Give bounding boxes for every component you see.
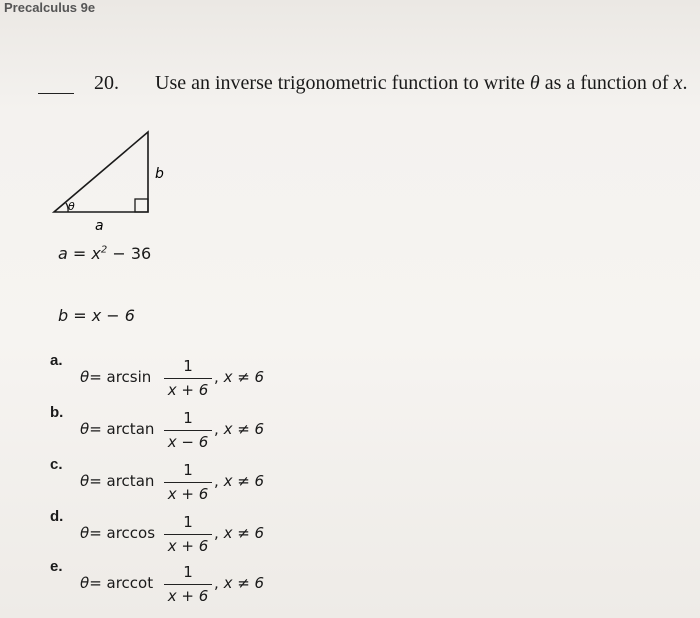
condition-text: x ≠ 6 (223, 574, 265, 592)
choice-formula (80, 352, 280, 404)
choice-formula (80, 508, 280, 560)
condition-separator: , (214, 574, 219, 592)
problem-variable: x (673, 72, 683, 94)
formula-equals: = (89, 524, 107, 542)
choice-letter: d. (50, 508, 64, 525)
problem-text-end: . (682, 72, 688, 94)
problem-statement (155, 72, 687, 95)
condition-text: x ≠ 6 (223, 420, 265, 438)
fraction-bar (164, 534, 212, 535)
right-triangle-figure (40, 118, 180, 238)
fraction-denominator: x + 6 (167, 381, 209, 399)
condition-separator: , (214, 368, 219, 386)
formula-condition (214, 524, 264, 542)
condition-separator: , (214, 420, 219, 438)
given-a-rhs: − 36 (107, 244, 152, 263)
choice-e[interactable] (0, 558, 700, 610)
fraction-bar (164, 378, 212, 379)
choice-formula (80, 558, 280, 610)
problem-number: 20. (94, 72, 119, 94)
fraction-denominator: x + 6 (167, 485, 209, 503)
given-b: b = x − 6 (58, 306, 135, 325)
formula-lhs (80, 574, 153, 592)
choice-letter: b. (50, 404, 64, 421)
formula-condition (214, 420, 264, 438)
formula-lhs (80, 420, 154, 438)
choice-a[interactable] (0, 352, 700, 404)
condition-separator: , (214, 524, 219, 542)
formula-condition (214, 574, 264, 592)
formula-lhs (80, 368, 151, 386)
fraction-numerator: 1 (183, 409, 193, 427)
formula-lhs (80, 524, 155, 542)
angle-label: θ (68, 200, 75, 213)
condition-text: x ≠ 6 (223, 524, 265, 542)
given-a-lhs: a = x (58, 244, 101, 263)
fraction-denominator: x − 6 (167, 433, 209, 451)
fraction-numerator: 1 (183, 513, 193, 531)
fraction-numerator: 1 (183, 357, 193, 375)
fraction-denominator: x + 6 (167, 537, 209, 555)
condition-text: x ≠ 6 (223, 472, 265, 490)
formula-function-name: arccos (106, 524, 156, 542)
formula-function-name: arcsin (106, 368, 152, 386)
formula-function-name: arctan (106, 420, 155, 438)
choice-formula (80, 456, 280, 508)
formula-function-name: arccot (106, 574, 154, 592)
fraction-numerator: 1 (183, 563, 193, 581)
fraction-bar (164, 430, 212, 431)
header-title: Precalculus 9e (4, 0, 96, 15)
base-label: a (95, 218, 104, 234)
formula-lhs (80, 472, 154, 490)
choice-c[interactable] (0, 456, 700, 508)
formula-theta: θ (80, 472, 90, 490)
choice-letter: e. (50, 558, 63, 575)
formula-theta: θ (80, 420, 90, 438)
problem-text-middle: as a function of (539, 72, 674, 94)
formula-theta: θ (80, 368, 90, 386)
given-a (58, 244, 151, 263)
choice-b[interactable] (0, 404, 700, 456)
given-a-exponent: 2 (100, 244, 108, 256)
choice-formula (80, 404, 280, 456)
formula-theta: θ (80, 524, 90, 542)
fraction-bar (164, 584, 212, 585)
formula-equals: = (89, 420, 107, 438)
formula-condition (214, 472, 264, 490)
formula-theta: θ (80, 574, 90, 592)
formula-equals: = (89, 574, 107, 592)
formula-equals: = (89, 472, 107, 490)
problem-theta: θ (529, 72, 540, 94)
right-angle-marker (135, 199, 148, 212)
height-label: b (155, 166, 164, 182)
condition-text: x ≠ 6 (223, 368, 265, 386)
fraction-numerator: 1 (183, 461, 193, 479)
formula-function-name: arctan (106, 472, 155, 490)
answer-blank (38, 93, 74, 94)
fraction-denominator: x + 6 (167, 587, 209, 605)
choice-letter: c. (50, 456, 63, 473)
formula-equals: = (89, 368, 107, 386)
condition-separator: , (214, 472, 219, 490)
formula-condition (214, 368, 264, 386)
problem-text-before: Use an inverse trigonometric function to write (155, 72, 530, 94)
choice-d[interactable] (0, 508, 700, 560)
choice-letter: a. (50, 352, 63, 369)
fraction-bar (164, 482, 212, 483)
